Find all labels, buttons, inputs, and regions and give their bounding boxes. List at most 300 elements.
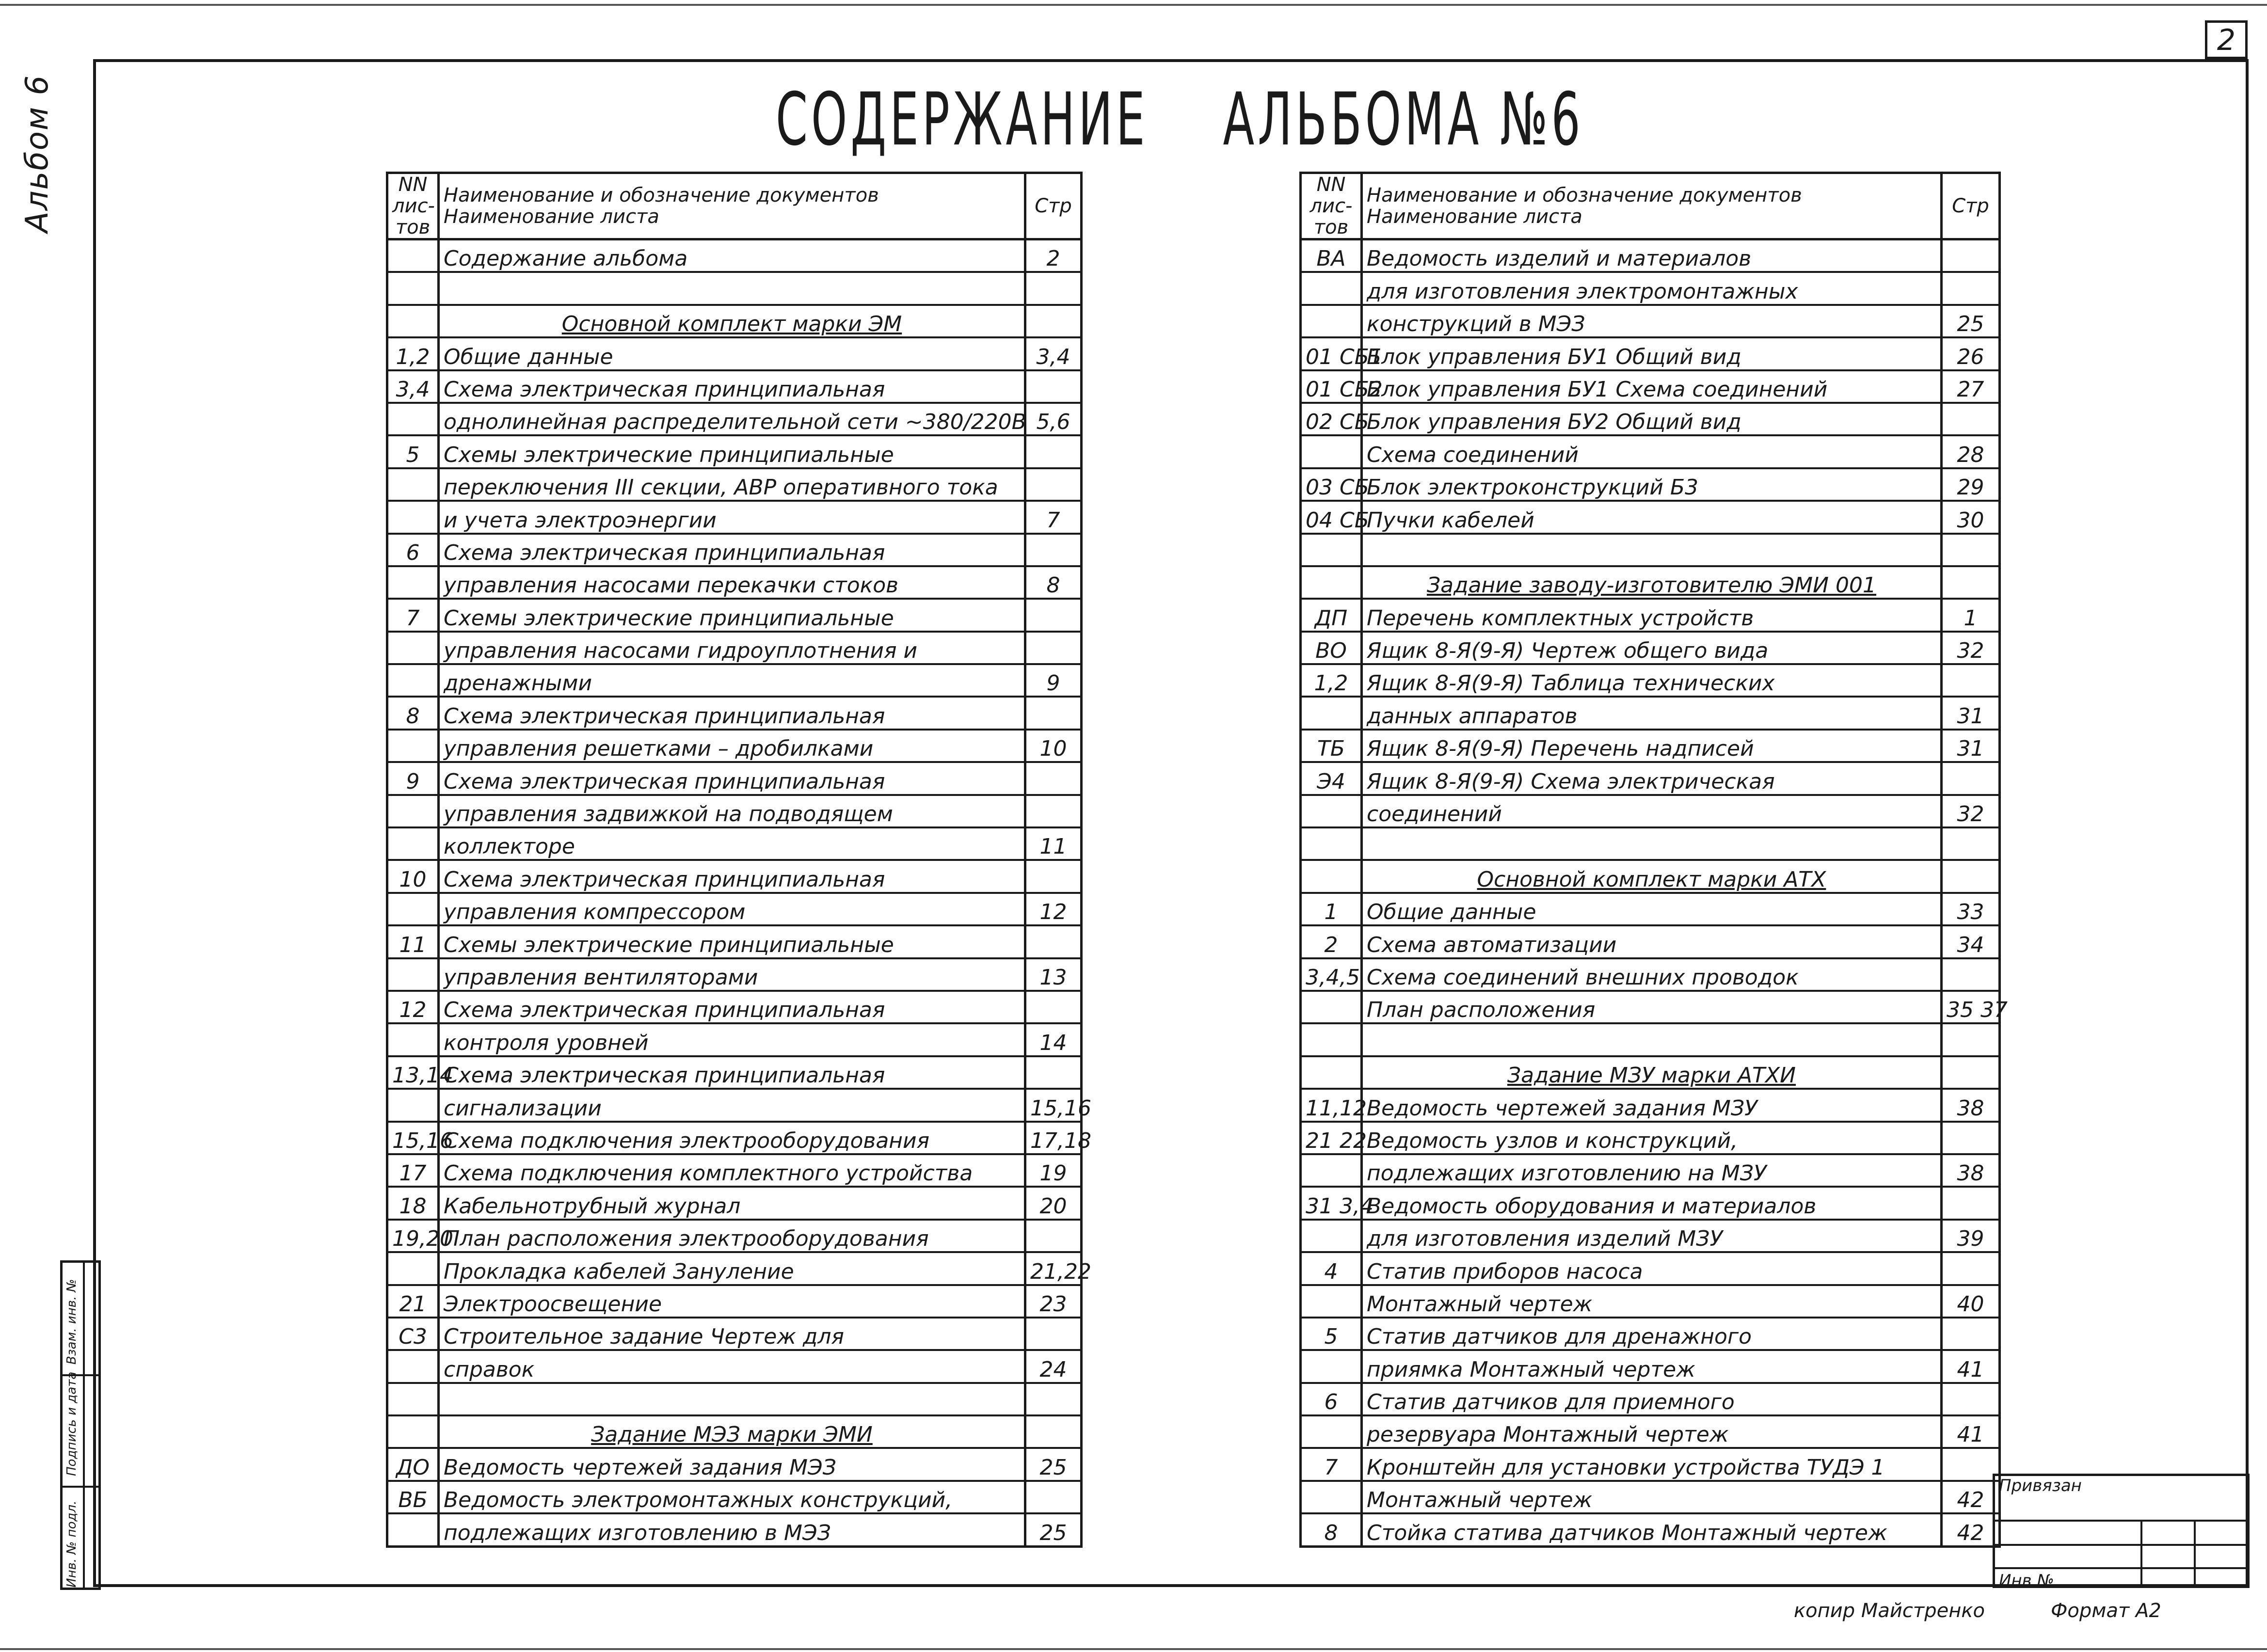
table-row xyxy=(1301,403,2000,435)
sheet-number: ВО xyxy=(1301,632,1362,664)
table-row xyxy=(1301,1187,2000,1219)
sheet-number xyxy=(1301,1056,1362,1089)
sheet-number xyxy=(387,827,439,860)
document-name: конструкций в МЭЗ xyxy=(1362,305,1942,337)
page-number xyxy=(1025,305,1082,337)
sheet-number: 6 xyxy=(1301,1383,1362,1415)
document-name: для изготовления электромонтажных xyxy=(1362,272,1942,304)
table-row xyxy=(387,697,1082,729)
sheet-number xyxy=(387,1350,439,1382)
sheet-format: Формат А2 xyxy=(2051,1600,2161,1622)
document-title xyxy=(776,78,1584,162)
document-name: Строительное задание Чертеж для xyxy=(439,1318,1025,1350)
document-name: Задание заводу-изготовителю ЭМИ 001 xyxy=(1362,566,1942,599)
page-number: 8 xyxy=(1025,566,1082,599)
document-name: Ящик 8-Я(9-Я) Перечень надписей xyxy=(1362,730,1942,762)
page-number: 9 xyxy=(1025,664,1082,697)
table-row xyxy=(1301,599,2000,631)
document-name: Задание МЗУ марки АТХИ xyxy=(1362,1056,1942,1089)
table-row xyxy=(387,534,1082,566)
document-name: Кабельнотрубный журнал xyxy=(439,1187,1025,1219)
page-number xyxy=(1942,534,2000,566)
page-number xyxy=(1942,762,2000,794)
page-number xyxy=(1025,697,1082,729)
sheet-number xyxy=(387,468,439,501)
tie-block xyxy=(1993,1474,2250,1588)
page-number: 7 xyxy=(1025,501,1082,533)
page-number: 13 xyxy=(1025,958,1082,991)
page-number: 20 xyxy=(1025,1187,1082,1219)
table-row xyxy=(1301,501,2000,533)
document-name: Ведомость электромонтажных конструкций, xyxy=(439,1481,1025,1513)
sheet-number xyxy=(387,239,439,272)
document-name: Схема автоматизации xyxy=(1362,925,1942,958)
inv-label: Инв № xyxy=(1999,1571,2054,1590)
page-number xyxy=(1942,827,2000,860)
page-number xyxy=(1942,1023,2000,1056)
sheet-number xyxy=(1301,827,1362,860)
document-name: Стойка статива датчиков Монтажный чертеж xyxy=(1362,1513,1942,1546)
table-row xyxy=(387,1122,1082,1154)
document-name: Ящик 8-Я(9-Я) Таблица технических xyxy=(1362,664,1942,697)
sheet-number xyxy=(387,795,439,827)
table-row xyxy=(1301,272,2000,304)
sheet-number xyxy=(1301,1023,1362,1056)
table-row xyxy=(387,599,1082,631)
table-row xyxy=(387,1285,1082,1318)
table-row xyxy=(387,1154,1082,1187)
page-number: 3,4 xyxy=(1025,337,1082,370)
sheet-number: 01 СБ1 xyxy=(1301,337,1362,370)
page-number xyxy=(1942,1122,2000,1154)
document-name: управления вентиляторами xyxy=(439,958,1025,991)
document-name: управления насосами перекачки стоков xyxy=(439,566,1025,599)
sheet-number: 4 xyxy=(1301,1252,1362,1285)
table-row xyxy=(1301,762,2000,794)
document-name: подлежащих изготовлению на МЗУ xyxy=(1362,1154,1942,1187)
table-row xyxy=(1301,337,2000,370)
table-row xyxy=(387,468,1082,501)
document-name: Схема подключения комплектного устройства xyxy=(439,1154,1025,1187)
sheet-outer-top-edge xyxy=(0,4,2267,6)
table-row xyxy=(387,1448,1082,1480)
page-number xyxy=(1025,599,1082,631)
document-name: Схема электрическая принципиальная xyxy=(439,370,1025,403)
sheet-number: 8 xyxy=(387,697,439,729)
table-row xyxy=(1301,1154,2000,1187)
document-name: Содержание альбома xyxy=(439,239,1025,272)
document-name: Электроосвещение xyxy=(439,1285,1025,1318)
sheet-number xyxy=(387,1513,439,1546)
table-row xyxy=(1301,1481,2000,1513)
document-name: Общие данные xyxy=(439,337,1025,370)
document-name: коллекторе xyxy=(439,827,1025,860)
document-name: Монтажный чертеж xyxy=(1362,1481,1942,1513)
table-row xyxy=(387,860,1082,892)
page-number: 29 xyxy=(1942,468,2000,501)
header-sheet-numbers: NN лис-тов xyxy=(387,173,439,239)
document-name: сигнализации xyxy=(439,1089,1025,1121)
stamp-label-replace: Взам. инв. № xyxy=(64,1279,79,1365)
page-number xyxy=(1942,566,2000,599)
page-number xyxy=(1025,925,1082,958)
page-number xyxy=(1942,1448,2000,1480)
sheet-number: 31 3,4 xyxy=(1301,1187,1362,1219)
page-number: 12 xyxy=(1025,893,1082,925)
document-name: Ведомость чертежей задания МЗУ xyxy=(1362,1089,1942,1121)
document-name: Кронштейн для установки устройства ТУДЭ 1 xyxy=(1362,1448,1942,1480)
page-number: 41 xyxy=(1942,1350,2000,1382)
page-number: 30 xyxy=(1942,501,2000,533)
sheet-number: ДО xyxy=(387,1448,439,1480)
page-number xyxy=(1025,1220,1082,1252)
table-row xyxy=(387,1383,1082,1415)
page-number: 35 37 xyxy=(1942,991,2000,1023)
page-number: 26 xyxy=(1942,337,2000,370)
page-number: 17,18 xyxy=(1025,1122,1082,1154)
table-row xyxy=(1301,1056,2000,1089)
page-number: 41 xyxy=(1942,1415,2000,1448)
document-name: однолинейная распределительной сети ~380/220В xyxy=(439,403,1025,435)
document-name: Схема электрическая принципиальная xyxy=(439,991,1025,1023)
table-row xyxy=(1301,1350,2000,1382)
document-name: Схема электрическая принципиальная xyxy=(439,1056,1025,1089)
document-name: Задание МЭЗ марки ЭМИ xyxy=(439,1415,1025,1448)
header-document-name: Наименование и обозначение документов Наименование листа xyxy=(439,173,1025,239)
sheet-number xyxy=(387,664,439,697)
page-number: 42 xyxy=(1942,1481,2000,1513)
sheet-number: 04 СБ xyxy=(1301,501,1362,533)
page-number: 34 xyxy=(1942,925,2000,958)
document-name: соединений xyxy=(1362,795,1942,827)
document-name: и учета электроэнергии xyxy=(439,501,1025,533)
page-number: 38 xyxy=(1942,1089,2000,1121)
contents-table-left xyxy=(386,172,1091,1548)
page-number: 31 xyxy=(1942,730,2000,762)
table-row xyxy=(1301,1448,2000,1480)
document-name: Ведомость чертежей задания МЭЗ xyxy=(439,1448,1025,1480)
table-row xyxy=(1301,664,2000,697)
table-row xyxy=(387,827,1082,860)
document-name: Ведомость изделий и материалов xyxy=(1362,239,1942,272)
sheet-number: С3 xyxy=(387,1318,439,1350)
document-name: Блок управления БУ1 Общий вид xyxy=(1362,337,1942,370)
page-number xyxy=(1025,632,1082,664)
table-row xyxy=(1301,534,2000,566)
page-number xyxy=(1025,534,1082,566)
table-row xyxy=(387,958,1082,991)
sheet-number: 15,16 xyxy=(387,1122,439,1154)
sheet-number: 11 xyxy=(387,925,439,958)
document-name: Статив датчиков для приемного xyxy=(1362,1383,1942,1415)
table-row xyxy=(1301,1383,2000,1415)
document-name: управления решетками – дробилками xyxy=(439,730,1025,762)
sheet-number xyxy=(387,1089,439,1121)
table-row xyxy=(1301,1318,2000,1350)
sheet-number xyxy=(387,632,439,664)
document-name: переключения III секции, АВР оперативного тока xyxy=(439,468,1025,501)
sheet-number: 11,12 xyxy=(1301,1089,1362,1121)
table-row xyxy=(1301,1122,2000,1154)
table-row xyxy=(387,370,1082,403)
table-row xyxy=(387,403,1082,435)
page-number xyxy=(1942,1383,2000,1415)
sheet-number: 01 СБ2 xyxy=(1301,370,1362,403)
page-number: 27 xyxy=(1942,370,2000,403)
document-name: Схема электрическая принципиальная xyxy=(439,860,1025,892)
copyist-note: копир Майстренко xyxy=(1794,1600,1985,1622)
album-label: Альбом 6 xyxy=(19,74,55,233)
sheet-number: 3,4,5 xyxy=(1301,958,1362,991)
sheet-number: 19,20 xyxy=(387,1220,439,1252)
table-row xyxy=(1301,827,2000,860)
table-row xyxy=(1301,1285,2000,1318)
sheet-number xyxy=(387,501,439,533)
page-number: 24 xyxy=(1025,1350,1082,1382)
document-name: контроля уровней xyxy=(439,1023,1025,1056)
table-row xyxy=(387,1056,1082,1089)
document-name xyxy=(1362,534,1942,566)
page-number: 33 xyxy=(1942,893,2000,925)
table-row xyxy=(1301,697,2000,729)
sheet-number: 17 xyxy=(387,1154,439,1187)
table-row xyxy=(387,762,1082,794)
table-row xyxy=(387,730,1082,762)
table-row xyxy=(387,337,1082,370)
document-name: Ведомость оборудования и материалов xyxy=(1362,1187,1942,1219)
table-row xyxy=(387,239,1082,272)
sheet-number xyxy=(387,272,439,304)
page-number: 42 xyxy=(1942,1513,2000,1546)
header-page: Стр xyxy=(1025,173,1082,239)
sheet-number xyxy=(1301,566,1362,599)
document-name: Ведомость узлов и конструкций, xyxy=(1362,1122,1942,1154)
table-row xyxy=(1301,305,2000,337)
sheet-number xyxy=(1301,1154,1362,1187)
sheet-outer-bottom-edge xyxy=(0,1648,2267,1650)
document-name: Статив датчиков для дренажного xyxy=(1362,1318,1942,1350)
page-number xyxy=(1025,860,1082,892)
table-row xyxy=(387,795,1082,827)
table-row xyxy=(387,305,1082,337)
page-number: 2 xyxy=(1025,239,1082,272)
table-row xyxy=(1301,958,2000,991)
document-name: резервуара Монтажный чертеж xyxy=(1362,1415,1942,1448)
document-name: Ящик 8-Я(9-Я) Чертеж общего вида xyxy=(1362,632,1942,664)
title-part-2: АЛЬБОМА №6 xyxy=(1223,78,1584,162)
table-row xyxy=(387,1252,1082,1285)
table-row xyxy=(1301,1415,2000,1448)
sheet-number: 21 22 xyxy=(1301,1122,1362,1154)
document-name: Блок управления БУ1 Схема соединений xyxy=(1362,370,1942,403)
table-row xyxy=(387,925,1082,958)
table-row xyxy=(387,1415,1082,1448)
table-row xyxy=(1301,566,2000,599)
table-row xyxy=(387,1318,1082,1350)
sheet-number: 3,4 xyxy=(387,370,439,403)
table-row xyxy=(1301,730,2000,762)
table-row xyxy=(1301,435,2000,468)
sheet-number xyxy=(1301,305,1362,337)
contents-table-right xyxy=(1299,172,2008,1548)
header-sheet-numbers: NN лис-тов xyxy=(1301,173,1362,239)
table-header xyxy=(387,173,1082,239)
page-number xyxy=(1942,239,2000,272)
table-row xyxy=(387,566,1082,599)
page-number xyxy=(1942,1056,2000,1089)
page-number: 23 xyxy=(1025,1285,1082,1318)
table-row xyxy=(1301,795,2000,827)
table-row xyxy=(387,272,1082,304)
document-name: Схемы электрические принципиальные xyxy=(439,435,1025,468)
sheet-number: ДП xyxy=(1301,599,1362,631)
table-row xyxy=(1301,370,2000,403)
table-row xyxy=(1301,893,2000,925)
sheet-number: 10 xyxy=(387,860,439,892)
table-row xyxy=(387,1481,1082,1513)
document-name xyxy=(1362,1023,1942,1056)
document-name: План расположения xyxy=(1362,991,1942,1023)
approval-stamp xyxy=(60,1260,101,1590)
document-name: управления задвижкой на подводящем xyxy=(439,795,1025,827)
stamp-label-inv: Инв. № подл. xyxy=(64,1500,79,1588)
sheet-number: 5 xyxy=(387,435,439,468)
page-number xyxy=(1025,1481,1082,1513)
table-row xyxy=(1301,925,2000,958)
sheet-number xyxy=(1301,1481,1362,1513)
sheet-number xyxy=(1301,1285,1362,1318)
table-row xyxy=(387,1513,1082,1546)
sheet-number xyxy=(387,305,439,337)
sheet-number xyxy=(1301,697,1362,729)
page-number: 25 xyxy=(1942,305,2000,337)
document-name: управления насосами гидроуплотнения и xyxy=(439,632,1025,664)
sheet-number xyxy=(387,403,439,435)
sheet-number: 1,2 xyxy=(1301,664,1362,697)
document-name: приямка Монтажный чертеж xyxy=(1362,1350,1942,1382)
document-name xyxy=(439,272,1025,304)
sheet-number xyxy=(387,1023,439,1056)
sheet-number: 7 xyxy=(1301,1448,1362,1480)
table-row xyxy=(387,991,1082,1023)
table-row xyxy=(1301,860,2000,892)
page-number xyxy=(1025,272,1082,304)
page-number xyxy=(1025,1383,1082,1415)
page-number: 19 xyxy=(1025,1154,1082,1187)
page-number: 14 xyxy=(1025,1023,1082,1056)
sheet-number xyxy=(387,958,439,991)
document-name: для изготовления изделий МЗУ xyxy=(1362,1220,1942,1252)
table-row xyxy=(387,1350,1082,1382)
page-number: 25 xyxy=(1025,1448,1082,1480)
document-name: План расположения электрооборудования xyxy=(439,1220,1025,1252)
sheet-number xyxy=(387,1252,439,1285)
page-number xyxy=(1942,860,2000,892)
sheet-number xyxy=(1301,435,1362,468)
page-number: 31 xyxy=(1942,697,2000,729)
table-row xyxy=(1301,1252,2000,1285)
sheet-number: Э4 xyxy=(1301,762,1362,794)
sheet-number: 12 xyxy=(387,991,439,1023)
stamp-label-signature: Подпись и дата xyxy=(64,1371,79,1476)
sheet-number: 18 xyxy=(387,1187,439,1219)
document-name: подлежащих изготовлению в МЭЗ xyxy=(439,1513,1025,1546)
page-number xyxy=(1942,1318,2000,1350)
page-number xyxy=(1942,664,2000,697)
sheet-number: 13,14 xyxy=(387,1056,439,1089)
page-number: 15,16 xyxy=(1025,1089,1082,1121)
table-row xyxy=(1301,1220,2000,1252)
page-number: 38 xyxy=(1942,1154,2000,1187)
document-name: справок xyxy=(439,1350,1025,1382)
table-row xyxy=(387,1023,1082,1056)
table-row xyxy=(387,501,1082,533)
sheet-number xyxy=(1301,1220,1362,1252)
page-number xyxy=(1942,1187,2000,1219)
document-name: Блок электроконструкций Б3 xyxy=(1362,468,1942,501)
document-name: Схема электрическая принципиальная xyxy=(439,762,1025,794)
sheet-number: 21 xyxy=(387,1285,439,1318)
sheet-number xyxy=(1301,795,1362,827)
header-document-name: Наименование и обозначение документов Наименование листа xyxy=(1362,173,1942,239)
title-part-1: СОДЕРЖАНИЕ xyxy=(776,78,1149,162)
table-row xyxy=(1301,1089,2000,1121)
page-number xyxy=(1025,370,1082,403)
page-number: 1 xyxy=(1942,599,2000,631)
document-name: Основной комплект марки АТХ xyxy=(1362,860,1942,892)
sheet-number: 6 xyxy=(387,534,439,566)
tie-label: Привязан xyxy=(1999,1476,2082,1495)
sheet-number xyxy=(387,1383,439,1415)
sheet-number xyxy=(387,893,439,925)
page-number xyxy=(1025,468,1082,501)
page-number xyxy=(1025,795,1082,827)
document-name: Схема электрическая принципиальная xyxy=(439,697,1025,729)
document-name: данных аппаратов xyxy=(1362,697,1942,729)
header-page: Стр xyxy=(1942,173,2000,239)
document-name xyxy=(1362,827,1942,860)
document-name: Прокладка кабелей Зануление xyxy=(439,1252,1025,1285)
sheet-number: 1 xyxy=(1301,893,1362,925)
table-row xyxy=(1301,1023,2000,1056)
document-name: Схема соединений внешних проводок xyxy=(1362,958,1942,991)
table-row xyxy=(387,1220,1082,1252)
page-number: 39 xyxy=(1942,1220,2000,1252)
table-row xyxy=(1301,632,2000,664)
sheet-number: 1,2 xyxy=(387,337,439,370)
document-name: Общие данные xyxy=(1362,893,1942,925)
sheet-number: 9 xyxy=(387,762,439,794)
document-name: Ящик 8-Я(9-Я) Схема электрическая xyxy=(1362,762,1942,794)
sheet-number: 5 xyxy=(1301,1318,1362,1350)
document-name: Схема подключения электрооборудования xyxy=(439,1122,1025,1154)
sheet-number xyxy=(387,1415,439,1448)
table-row xyxy=(387,1089,1082,1121)
page-number: 5,6 xyxy=(1025,403,1082,435)
sheet-number xyxy=(1301,860,1362,892)
sheet-number xyxy=(1301,534,1362,566)
sheet-number: ВА xyxy=(1301,239,1362,272)
page-number xyxy=(1025,1056,1082,1089)
table-row xyxy=(387,435,1082,468)
table-row xyxy=(387,664,1082,697)
document-name: Основной комплект марки ЭМ xyxy=(439,305,1025,337)
document-name: Схема соединений xyxy=(1362,435,1942,468)
document-name: Схемы электрические принципиальные xyxy=(439,925,1025,958)
page-number: 2 xyxy=(2205,20,2248,59)
document-name: Статив приборов насоса xyxy=(1362,1252,1942,1285)
document-name: Перечень комплектных устройств xyxy=(1362,599,1942,631)
